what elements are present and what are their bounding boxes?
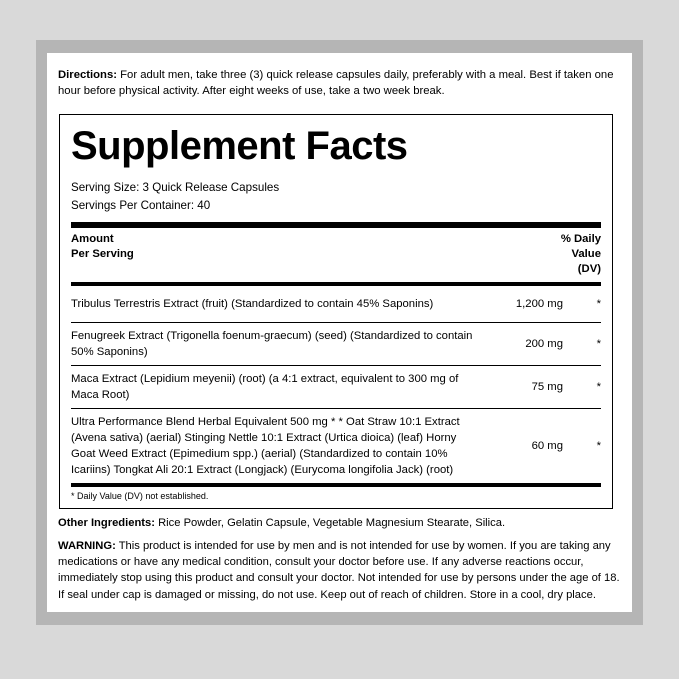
ingredient-name: Fenugreek Extract (Trigonella foenum-graecum) (seed) (Standardized to contain 50% Saponins) bbox=[71, 329, 473, 358]
ingredient-amount: 1,200 mg bbox=[515, 297, 563, 310]
ingredient-dv: * bbox=[596, 439, 601, 452]
supplement-facts-box bbox=[59, 114, 613, 509]
warning-label: WARNING: bbox=[58, 540, 116, 552]
ingredient-name: Tribulus Terrestris Extract (fruit) (Standardized to contain 45% Saponins) bbox=[71, 297, 434, 310]
dv-footnote: * Daily Value (DV) not established. bbox=[71, 490, 209, 501]
other-ingredients-label: Other Ingredients: bbox=[58, 517, 155, 529]
other-ingredients-text: Rice Powder, Gelatin Capsule, Vegetable Magnesium Stearate, Silica. bbox=[154, 517, 506, 529]
table-row bbox=[71, 366, 601, 408]
supplement-label-panel bbox=[47, 53, 632, 612]
dv-header-line1: % Daily bbox=[560, 232, 601, 245]
directions-block bbox=[58, 67, 622, 100]
ingredient-dv: * bbox=[596, 297, 601, 310]
ingredient-amount: 75 mg bbox=[531, 380, 563, 393]
supplement-facts-title: Supplement Facts bbox=[71, 124, 408, 168]
warning-text: This product is intended for use by men and is not intended for use by women. If you are taking any medications or have any medical condition, consult your doctor before use. If any adverse reactions occur, immediately stop using this product and consult your doctor. Not intended for use by persons under the age of 18. If seal under cap is damaged or missing, do not use. Keep out of reach of children. Store in a cool, dry place. bbox=[58, 540, 620, 601]
column-headers bbox=[71, 228, 601, 282]
warning-block bbox=[58, 538, 622, 603]
table-row bbox=[71, 409, 601, 483]
directions-label: Directions: bbox=[58, 69, 118, 81]
ingredient-name: Maca Extract (Lepidium meyenii) (root) (a 4:1 extract, equivalent to 300 mg of Maca Root) bbox=[71, 372, 459, 401]
ingredient-dv: * bbox=[596, 380, 601, 393]
amount-header-line2: Per Serving bbox=[71, 248, 134, 261]
table-row bbox=[71, 323, 601, 365]
ingredient-dv: * bbox=[596, 337, 601, 350]
servings-per-container: Servings Per Container: 40 bbox=[71, 198, 211, 212]
other-ingredients-block bbox=[58, 515, 622, 531]
amount-header-line1: Amount bbox=[71, 232, 114, 245]
ingredient-amount: 60 mg bbox=[531, 439, 563, 452]
dv-header-line3: (DV) bbox=[577, 263, 601, 276]
ingredient-name: Ultra Performance Blend Herbal Equivalent 500 mg * * Oat Straw 10:1 Extract (Avena sativa) (aerial) Stinging Nettle 10:1 Extract (Urtica dioica) (leaf) Horny Goat Weed Extract (Epimedium spp.) (aerial) (Standardized to contain 10% Icariins) Tongkat Ali 20:1 Extract (Longjack) (Eurycoma longifolia Jack) (root) bbox=[71, 415, 460, 476]
dv-header-line2: Value bbox=[571, 248, 601, 261]
serving-size: Serving Size: 3 Quick Release Capsules bbox=[71, 181, 280, 194]
directions-text: For adult men, take three (3) quick release capsules daily, preferably with a meal. Best if taken one hour before physical activity. After eight weeks of use, take a two week break. bbox=[58, 69, 614, 98]
table-row bbox=[71, 286, 601, 322]
ingredient-amount: 200 mg bbox=[525, 337, 563, 350]
